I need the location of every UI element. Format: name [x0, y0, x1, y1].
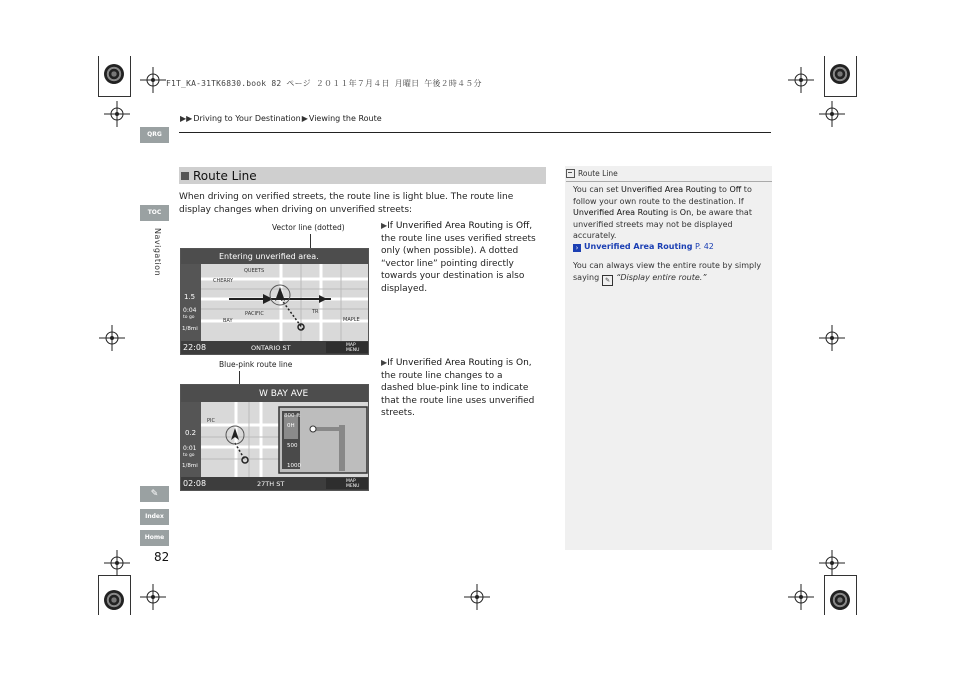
note-paragraph-2: You can always view the entire route by simply saying ✎ “Display entire route.” [573, 261, 762, 284]
registration-mark-icon [819, 550, 845, 576]
bullet-routing-on: ▶If Unverified Area Routing is On, the route line changes to a dashed blue-pink line to indicate that the route line uses unverified streets. [381, 358, 535, 418]
setting-name: Unverified Area Routing [395, 358, 504, 368]
intro-paragraph: When driving on verified streets, the route line is light blue. The route line display changes when driving on unverified streets: [179, 192, 514, 215]
map-menu-button[interactable]: MAP MENU [346, 343, 360, 353]
section-header [179, 167, 546, 184]
print-header: F1T_KA-31TK6830.book 82 ページ ２０１１年７月４日 月曜日 午後２時４５分 [166, 79, 482, 88]
note-paragraph-1: You can set Unverified Area Routing to Off to follow your own route to the destination. If Unverified Area Routing is On, be aware that unverified streets may not be displayed accurately. [573, 185, 752, 240]
bullet-routing-off: ▶If Unverified Area Routing is Off, the route line uses verified streets only (when possible). A dotted “vector line” pointing directly towards your destination is also displayed. [381, 221, 536, 294]
nav-togo: to go [183, 453, 195, 458]
nav-screen-on [180, 384, 369, 491]
breadcrumb-link-driving[interactable]: Driving to Your Destination [193, 114, 301, 123]
registration-mark-icon [819, 325, 845, 351]
registration-mark-icon [104, 101, 130, 127]
nav-eta: 0:01 [183, 445, 197, 452]
registration-mark-icon [99, 325, 125, 351]
breadcrumb-arrow-icon: ▶▶ [180, 114, 193, 123]
setting-value: Off [515, 221, 530, 231]
bullet-arrow-icon: ▶ [381, 358, 388, 367]
nav-eta: 0:04 [183, 307, 197, 314]
section-square-icon [181, 172, 189, 180]
voice-command-icon: ✎ [150, 489, 159, 499]
breadcrumb-link-viewing-route[interactable]: Viewing the Route [308, 114, 382, 123]
guide-label: 0H [287, 423, 295, 429]
setting-value: On [515, 358, 529, 368]
registration-mark-icon [788, 584, 814, 610]
chapter-label: Navigation [153, 228, 162, 277]
guide-distance-mid: 500 [287, 443, 298, 449]
bullet-arrow-icon: ▶ [381, 221, 388, 230]
page-number: 82 [154, 550, 170, 564]
talk-button-icon: ✎ [602, 275, 613, 286]
figure2-caption: Blue-pink route line [219, 360, 293, 369]
figure1-caption: Vector line (dotted) [272, 223, 345, 232]
registration-mark-icon [464, 584, 490, 610]
street-label: PIC [207, 418, 215, 424]
link-arrow-icon: › [573, 244, 581, 252]
nav-togo: to go [183, 315, 195, 320]
registration-mark-icon [819, 101, 845, 127]
registration-mark-icon [140, 67, 166, 93]
guide-distance-bottom: 1000 [287, 463, 301, 469]
cross-reference-link[interactable]: › Unverified Area Routing P. 42 [573, 241, 763, 253]
home-tab[interactable]: Home [140, 530, 169, 546]
registration-mark-icon [788, 67, 814, 93]
registration-mark-icon [104, 550, 130, 576]
nav-banner: Entering unverified area. [219, 252, 319, 261]
note-header [566, 169, 618, 178]
street-label: CHERRY [213, 278, 234, 284]
breadcrumb-arrow-icon: ▶ [301, 114, 308, 123]
street-label: QUEETS [244, 268, 265, 274]
header-divider [179, 132, 771, 133]
breadcrumb [180, 114, 382, 123]
note-divider [566, 181, 772, 182]
note-icon [566, 169, 575, 178]
nav-current-street: 27TH ST [257, 480, 285, 488]
street-label: BAY [223, 318, 233, 324]
nav-distance: 1.5 [184, 293, 196, 301]
voice-command-tab[interactable] [140, 486, 169, 502]
index-tab[interactable]: Index [140, 509, 169, 525]
registration-mark-icon [140, 584, 166, 610]
nav-distance: 0.2 [185, 429, 197, 437]
map-menu-button[interactable]: MAP MENU [346, 479, 360, 489]
nav-scale: 1/8mi [182, 326, 198, 332]
note-title: Route Line [578, 169, 618, 178]
section-title: Route Line [193, 168, 257, 183]
nav-clock: 02:08 [183, 479, 207, 488]
qrg-tab[interactable]: QRG [140, 127, 169, 143]
setting-name: Unverified Area Routing [395, 221, 504, 231]
nav-banner: W BAY AVE [259, 389, 309, 399]
nav-screen-off [180, 248, 369, 355]
toc-tab[interactable]: TOC [140, 205, 169, 221]
guide-distance-top: 800 ft [284, 413, 301, 419]
street-label: PACIFIC [245, 311, 264, 317]
nav-clock: 22:08 [183, 343, 207, 352]
nav-scale: 1/8mi [182, 463, 198, 469]
street-label: MAPLE [343, 317, 360, 323]
street-label: TR [312, 309, 319, 315]
nav-current-street: ONTARIO ST [251, 344, 291, 352]
